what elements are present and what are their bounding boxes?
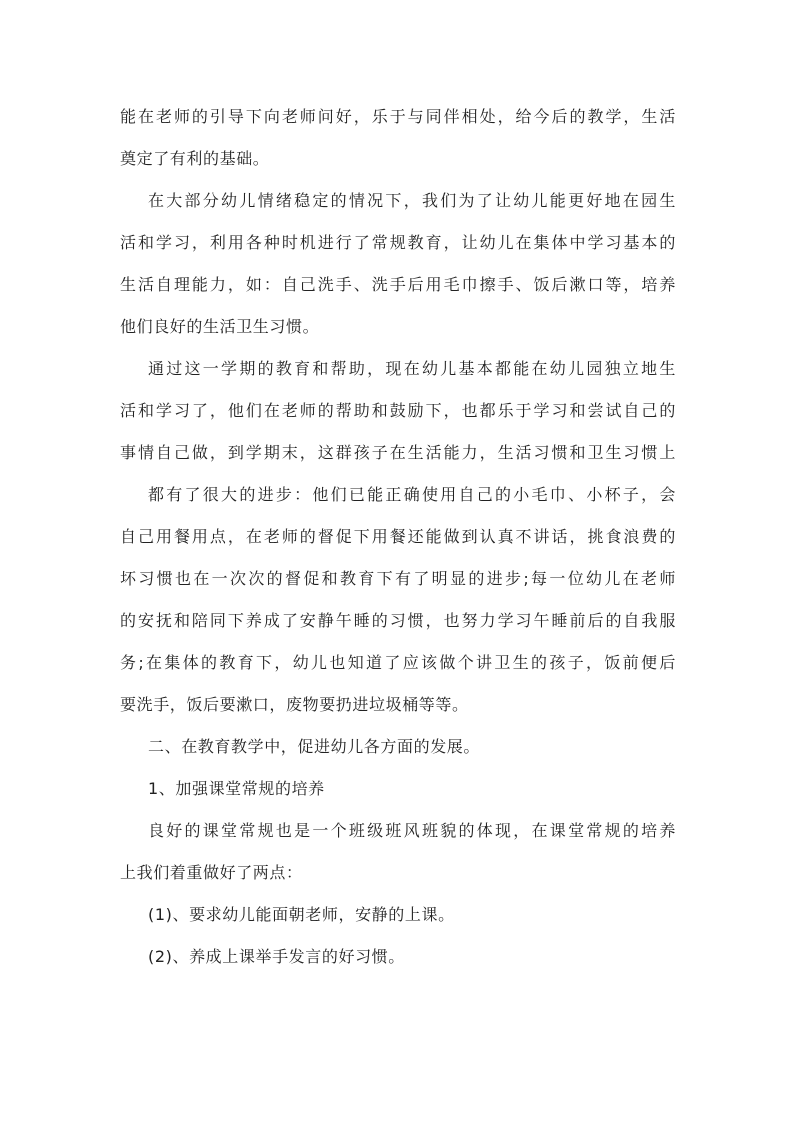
text-line: 活和学习了，他们在老师的帮助和鼓励下，也都乐于学习和尝试自己的: [120, 401, 676, 420]
subsection-heading: 1、加强课堂常规的培养: [148, 779, 325, 798]
text-line: 良好的课堂常规也是一个班级班风班貌的体现，在课堂常规的培养: [148, 821, 676, 840]
text-line: 的安抚和陪同下养成了安静午睡的习惯，也努力学习午睡前后的自我服: [120, 611, 676, 630]
text-line: 他们良好的生活卫生习惯。: [120, 317, 320, 336]
text-line: 事情自己做，到学期末，这群孩子在生活能力，生活习惯和卫生习惯上: [120, 443, 676, 462]
text-line: 能在老师的引导下向老师问好，乐于与同伴相处，给今后的教学，生活: [120, 107, 676, 126]
text-line: 生活自理能力，如：自己洗手、洗手后用毛巾擦手、饭后漱口等，培养: [120, 275, 676, 294]
list-item: (2)、养成上课举手发言的好习惯。: [148, 947, 405, 966]
text-line: 奠定了有利的基础。: [120, 149, 270, 168]
text-line: 在大部分幼儿情绪稳定的情况下，我们为了让幼儿能更好地在园生: [148, 191, 676, 210]
list-item: (1)、要求幼儿能面朝老师，安静的上课。: [148, 905, 455, 924]
text-line: 要洗手，饭后要漱口，废物要扔进垃圾桶等等。: [120, 695, 469, 714]
text-line: 自己用餐用点，在老师的督促下用餐还能做到认真不讲话，挑食浪费的: [120, 527, 676, 546]
section-heading: 二、在教育教学中，促进幼儿各方面的发展。: [148, 737, 481, 756]
text-line: 活和学习，利用各种时机进行了常规教育，让幼儿在集体中学习基本的: [120, 233, 676, 252]
document-body: [120, 96, 676, 978]
text-line: 坏习惯也在一次次的督促和教育下有了明显的进步;每一位幼儿在老师: [120, 569, 676, 588]
text-line: 都有了很大的进步：他们已能正确使用自己的小毛巾、小杯子，会: [148, 485, 676, 504]
text-line: 通过这一学期的教育和帮助，现在幼儿基本都能在幼儿园独立地生: [148, 359, 676, 378]
text-line: 上我们着重做好了两点：: [120, 863, 303, 882]
text-line: 务;在集体的教育下，幼儿也知道了应该做个讲卫生的孩子，饭前便后: [120, 653, 676, 672]
